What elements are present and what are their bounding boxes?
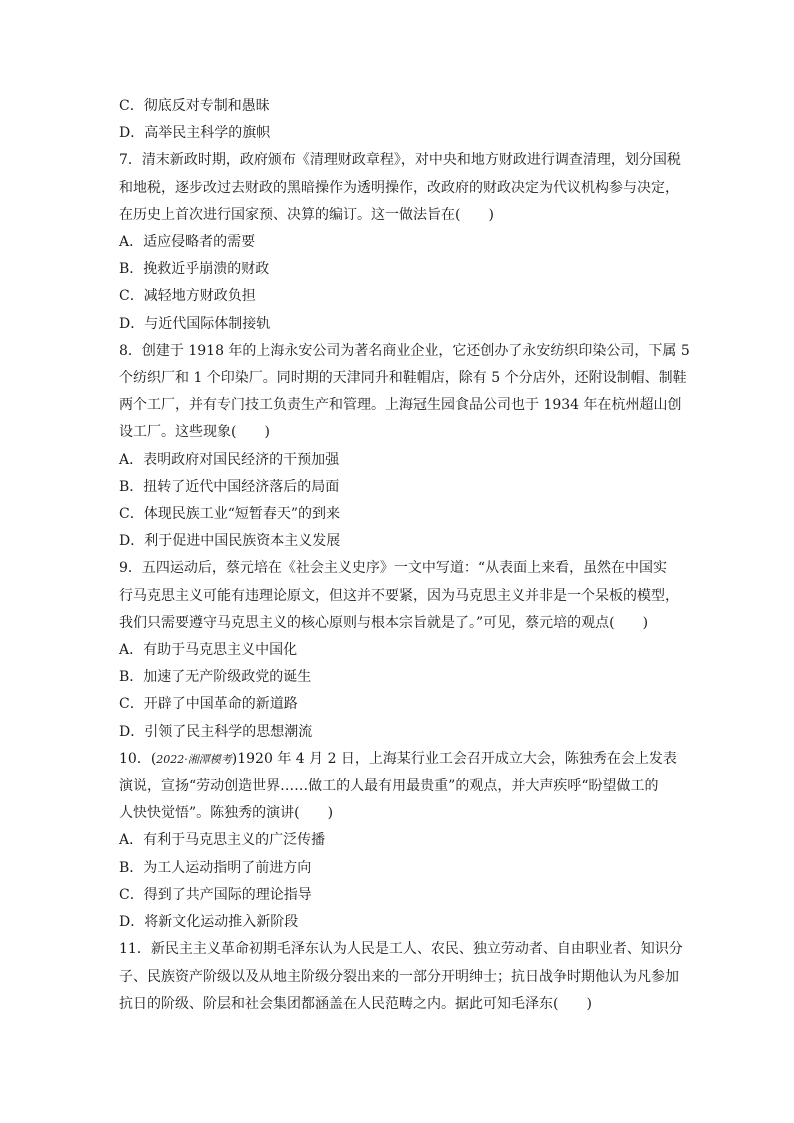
stem-text: )1920 年 4 月 2 日，上海某行业工会召开成立大会，陈独秀在会上发表 [231, 750, 677, 767]
question-8 [119, 338, 714, 556]
option-a: A．表明政府对国民经济的干预加强 [119, 451, 340, 468]
option-c: C．彻底反对专制和愚昧 [119, 98, 270, 114]
option-c: C．开辟了中国革命的新道路 [119, 696, 298, 713]
question-stem [119, 555, 714, 637]
stem-line: 8．创建于 1918 年的上海永安公司为著名商业企业，它还创办了永安纺织印染公司，下属 5 [119, 342, 690, 359]
option-b: B．加速了无产阶级政党的诞生 [119, 669, 312, 686]
option-b: B．扭转了近代中国经济落后的局面 [119, 478, 340, 495]
question-10 [119, 746, 714, 936]
stem-line: 在历史上首次进行国家预、决算的编订。这一做法旨在( ) [119, 206, 494, 223]
stem-line: 演说，宣扬“劳动创造世界……做工的人最有用最贵重”的观点，并大声疾呼“盼望做工的 [119, 778, 659, 795]
question-stem [119, 936, 714, 1018]
option-d: D．引领了民主科学的思想潮流 [119, 723, 313, 740]
option-d: D．利于促进中国民族资本主义发展 [119, 533, 341, 550]
question-6-options [119, 93, 714, 147]
option-a: A．有助于马克思主义中国化 [119, 642, 298, 659]
option-b: B．为工人运动指明了前进方向 [119, 859, 312, 876]
stem-line: 和地税，逐步改过去财政的黑暗操作为透明操作，改政府的财政决定为代议机构参与决定， [119, 179, 679, 196]
stem-line: 11．新民主主义革命初期毛泽东认为人民是工人、农民、独立劳动者、自由职业者、知识分 [119, 941, 683, 958]
stem-line: 行马克思主义可能有违理论原文，但这并不要紧，因为马克思主义并非是一个呆板的模型， [119, 587, 679, 604]
option-d: D．与近代国际体制接轨 [119, 315, 271, 332]
stem-line: 子、民族资产阶级以及从地主阶级分裂出来的一部分开明绅士；抗日战争时期他认为凡参加 [119, 968, 679, 985]
option-c: C．得到了共产国际的理论指导 [119, 886, 312, 903]
stem-line: 7．清末新政时期，政府颁布《清理财政章程》，对中央和地方财政进行调查清理，划分国税 [119, 152, 681, 169]
option-c: C．减轻地方财政负担 [119, 288, 256, 305]
stem-line: 两个工厂，并有专门技工负责生产和管理。上海冠生园食品公司也于 1934 年在杭州超山创 [119, 397, 682, 414]
option-b: B．挽救近乎崩溃的财政 [119, 261, 270, 278]
stem-line: 9．五四运动后，蔡元培在《社会主义史序》一文中写道：“从表面上来看，虽然在中国实 [119, 560, 668, 577]
stem-line: 抗日的阶级、阶层和社会集团都涵盖在人民范畴之内。据此可知毛泽东( ) [119, 995, 592, 1012]
stem-line [119, 746, 714, 773]
option-a: A．适应侵略者的需要 [119, 234, 256, 251]
stem-line: 个纺织厂和 1 个印染厂。同时期的天津同升和鞋帽店，除有 5 个分店外，还附设制帽、制鞋 [119, 370, 687, 387]
option-a: A．有利于马克思主义的广泛传播 [119, 832, 326, 849]
question-stem [119, 338, 714, 447]
stem-line: 设工厂。这些现象( ) [119, 424, 270, 441]
source-tag: 2022·湘潭模考 [156, 752, 232, 766]
question-9 [119, 555, 714, 745]
question-number: 10．( [119, 750, 157, 767]
question-11 [119, 936, 714, 1018]
question-stem [119, 147, 714, 229]
stem-line: 我们只需要遵守马克思主义的核心原则与根本宗旨就是了。”可见，蔡元培的观点( ) [119, 614, 649, 631]
question-stem [119, 746, 714, 828]
option-c: C．体现民族工业“短暂春天”的到来 [119, 506, 341, 523]
question-7 [119, 147, 714, 337]
stem-line: 人快快觉悟”。陈独秀的演讲( ) [119, 805, 334, 822]
option-d: D．高举民主科学的旗帜 [119, 125, 271, 142]
option-d: D．将新文化运动推入新阶段 [119, 914, 299, 931]
